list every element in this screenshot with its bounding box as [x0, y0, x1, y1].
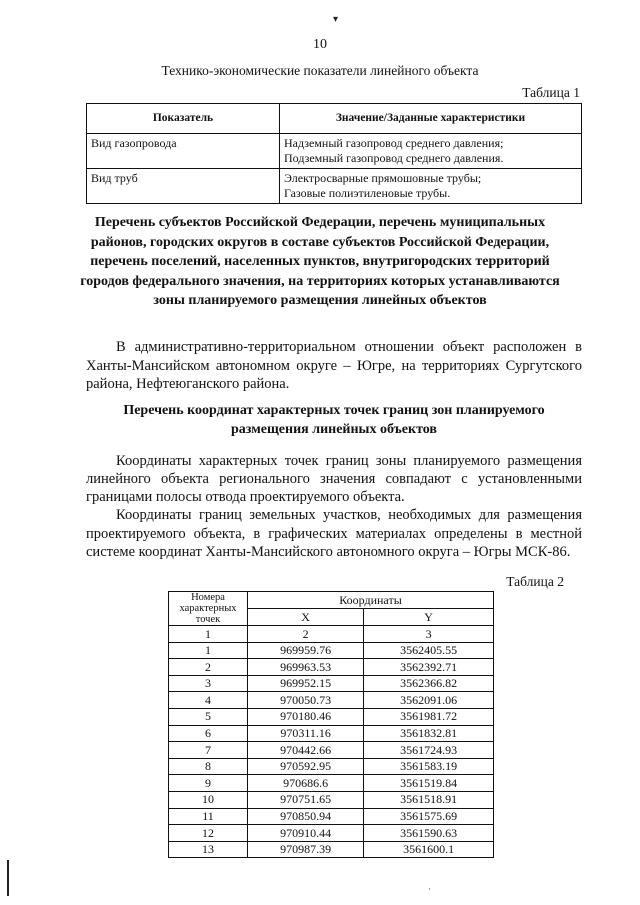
x-coordinate-cell: 970987.39: [248, 841, 364, 858]
indicators-table: [86, 103, 582, 204]
coordinates-table: [168, 591, 494, 858]
paragraph-coordinates-zone: Координаты характерных точек границ зоны планируемого размещения линейного объекта регионального значения совпадают с установленными границами полосы отвода проектируемого объекта.: [86, 453, 582, 506]
column-header-x: X: [248, 609, 364, 626]
column-header-indicator: Показатель: [87, 104, 280, 134]
table-row: [169, 692, 494, 709]
table1-title: Технико-экономические показатели линейного объекта: [161, 63, 479, 78]
table-row: [169, 825, 494, 842]
x-coordinate-cell: 970311.16: [248, 725, 364, 742]
point-number-cell: 13: [169, 841, 248, 858]
y-coordinate-cell: 3561724.93: [364, 742, 494, 759]
value-line: Электросварные прямошовные трубы;: [284, 171, 482, 185]
page-number: 10: [313, 37, 327, 52]
y-coordinate-cell: 3561519.84: [364, 775, 494, 792]
y-coordinate-cell: 3561600.1: [364, 841, 494, 858]
value-cell: [280, 134, 582, 169]
column-header-y: Y: [364, 609, 494, 626]
column-header-point-number: Номера характерных точек: [169, 592, 248, 626]
y-coordinate-cell: 3561583.19: [364, 758, 494, 775]
y-coordinate-cell: 3561575.69: [364, 808, 494, 825]
point-number-cell: 10: [169, 791, 248, 808]
x-coordinate-cell: 970050.73: [248, 692, 364, 709]
point-number-cell: 9: [169, 775, 248, 792]
table-row: [169, 708, 494, 725]
table-row: [169, 659, 494, 676]
x-coordinate-cell: 970751.65: [248, 791, 364, 808]
bottom-mark: ·: [428, 884, 431, 894]
x-coordinate-cell: 970592.95: [248, 758, 364, 775]
x-coordinate-cell: 969963.53: [248, 659, 364, 676]
section-heading-subjects: Перечень субъектов Российской Федерации, перечень муниципальных районов, городских округов в составе субъектов Российской Федерации, перечень поселений, населенных пунктов, внутригородских территорий городов федерального значения, на территориях которых устанавливаются зоны планируемого размещения линейных объектов: [80, 215, 560, 309]
y-coordinate-cell: 3562405.55: [364, 642, 494, 659]
y-coordinate-cell: 3562091.06: [364, 692, 494, 709]
table-row: [87, 169, 582, 204]
point-number-cell: 6: [169, 725, 248, 742]
table-row: [169, 675, 494, 692]
table-header-row: [169, 592, 494, 609]
column-header-coordinates: Координаты: [248, 592, 494, 609]
point-number-cell: 1: [169, 642, 248, 659]
section-heading-coordinates: Перечень координат характерных точек границ зон планируемого размещения линейных объектов: [123, 403, 545, 437]
x-coordinate-cell: 970180.46: [248, 708, 364, 725]
top-mark: ▾: [333, 14, 339, 25]
table-index-row: [169, 626, 494, 643]
table-row: [169, 725, 494, 742]
table1-caption: Таблица 1: [522, 85, 580, 100]
y-coordinate-cell: 3561518.91: [364, 791, 494, 808]
table-row: [169, 841, 494, 858]
value-line: Подземный газопровод среднего давления.: [284, 151, 504, 165]
y-coordinate-cell: 3562392.71: [364, 659, 494, 676]
point-number-cell: 2: [169, 659, 248, 676]
table-row: [169, 808, 494, 825]
table-row: [169, 742, 494, 759]
table2-caption: Таблица 2: [506, 574, 564, 589]
value-cell: [280, 169, 582, 204]
column-header-value: Значение/Заданные характеристики: [280, 104, 582, 134]
point-number-cell: 7: [169, 742, 248, 759]
column-index: 3: [364, 626, 494, 643]
y-coordinate-cell: 3561832.81: [364, 725, 494, 742]
margin-mark: [7, 860, 9, 896]
x-coordinate-cell: 970910.44: [248, 825, 364, 842]
value-line: Надземный газопровод среднего давления;: [284, 136, 504, 150]
paragraph-location: В административно-территориальном отношении объект расположен в Ханты-Мансийском автономном округе – Югре, на территориях Сургутского района, Нефтеюганского района.: [86, 339, 582, 392]
x-coordinate-cell: 969952.15: [248, 675, 364, 692]
point-number-cell: 11: [169, 808, 248, 825]
x-coordinate-cell: 970686.6: [248, 775, 364, 792]
y-coordinate-cell: 3561590.63: [364, 825, 494, 842]
point-number-cell: 3: [169, 675, 248, 692]
table-row: [169, 775, 494, 792]
indicator-cell: Вид газопровода: [87, 134, 280, 169]
x-coordinate-cell: 969959.76: [248, 642, 364, 659]
column-index: 1: [169, 626, 248, 643]
indicator-cell: Вид труб: [87, 169, 280, 204]
y-coordinate-cell: 3561981.72: [364, 708, 494, 725]
paragraph-coordinates-system: Координаты границ земельных участков, необходимых для размещения проектируемого объекта, в графических материалах определены в местной системе координат Ханты-Мансийского автономного округа – Югры МСК-86.: [86, 507, 582, 560]
y-coordinate-cell: 3562366.82: [364, 675, 494, 692]
table-row: [169, 791, 494, 808]
value-line: Газовые полиэтиленовые трубы.: [284, 186, 451, 200]
point-number-cell: 12: [169, 825, 248, 842]
x-coordinate-cell: 970442.66: [248, 742, 364, 759]
x-coordinate-cell: 970850.94: [248, 808, 364, 825]
table-row: [169, 642, 494, 659]
column-index: 2: [248, 626, 364, 643]
table-row: [87, 134, 582, 169]
point-number-cell: 8: [169, 758, 248, 775]
point-number-cell: 5: [169, 708, 248, 725]
point-number-cell: 4: [169, 692, 248, 709]
table-row: [169, 758, 494, 775]
table-header-row: [87, 104, 582, 134]
